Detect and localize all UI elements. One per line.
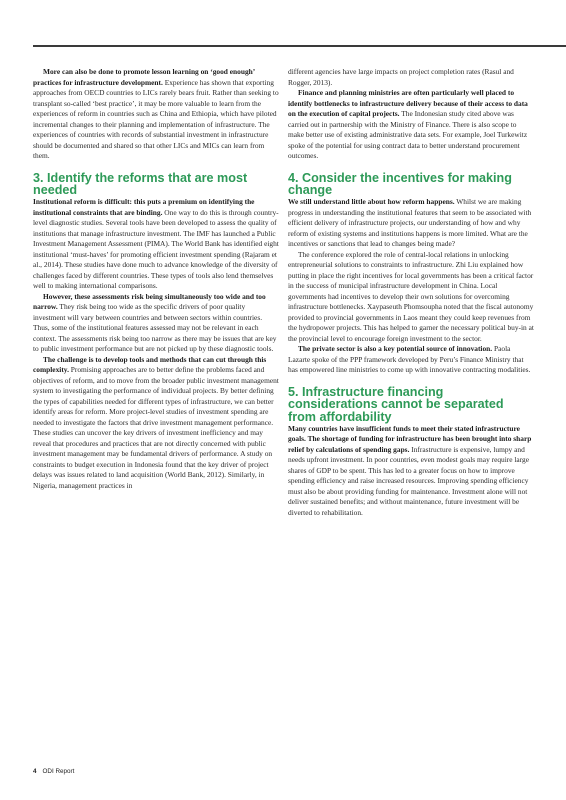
paragraph: We still understand little about how reform happens. Whilst we are making progress in understanding the institutional features that seem to be associated with efficient delivery of infrastructure projects, our understanding of how and why reform of existing systems and institutions happens is more limited. What are the incentives or sanctions that lead to changes being made? <box>288 197 532 249</box>
left-column <box>33 67 279 491</box>
paragraph: The conference explored the role of central-local relations in unlocking entrepreneurial solutions to constraints to infrastructure. Zhi Liu explained how putting in place the right incentives for local governments has been a critical factor in the success of municipal infrastructure development in China. Local governments had incentives to develop their own solutions for overcoming infrastructure bottlenecks. Xaypaseuth Phomsoupha noted that the fiscal autonomy provided to provincial governments in Laos meant they could keep revenues from the hydropower projects. This has helped to garner the necessary political buy-in at the provincial level to encourage foreign investment to the sector. <box>288 249 534 343</box>
publication-name: ODI Report <box>42 768 75 775</box>
right-column <box>288 67 534 518</box>
paragraph: The challenge is to develop tools and methods that can cut through this complexity. Promising approaches are to better define the problems faced and objectives of reform, and to move from the broader public investment management system to investigating the performance of individual projects. By better defining the types of capabilities needed for different types of infrastructure, we can better identify areas for reform. More project-level studies of investment spending are needed to investigate the factors that drive investment management performance. These studies can uncover the key drivers of investment inefficiency and may reveal that procedures and practices that are not directly concerned with public investment management may be fundamental drivers of performance. A study on constraints to budget execution in Indonesia found that the key driver of project delays was issues related to land acquisition (World Bank, 2012). Similarly, in Nigeria, management practices in <box>33 354 279 490</box>
page-footer <box>33 768 74 775</box>
section-heading-4: 4. Consider the incentives for making change <box>288 170 512 198</box>
paragraph: More can also be done to promote lesson learning on ‘good enough’ practices for infrastructure development. Experience has shown that exporting approaches from OECD countries to LICs rarely bears fruit. Rather than seeking to transplant so-called ‘best practice’, it may be more valuable to learn from the experiences of reform in countries such as China and Ethiopia, which have piloted incremental changes to their planning and implementation of infrastructure. The experiences of countries with records of substantial investment in infrastructure should be documented and shared so that other LICs and MICs can learn from them. <box>33 67 279 160</box>
page-number: 4 <box>33 768 37 775</box>
paragraph: However, these assessments risk being simultaneously too wide and too narrow. They risk being too wide as the specific drivers of poor quality investment will vary between countries and between sectors within countries. Thus, some of the institutional features assessed may not be relevant in each context. The assessments risk being too narrow as there may be issues that are key to public investment performance but are not picked up by these diagnostic tools. <box>33 291 277 354</box>
section-heading-5: 5. Infrastructure financing considerations cannot be separated from affordability <box>288 384 504 425</box>
paragraph: Institutional reform is difficult: this puts a premium on identifying the institutional constraints that are binding. One way to do this is through country-level diagnostic studies. Several tools have been developed to assess the quality of institutions that manage infrastructure investment. The IMF has launched a Public Investment Management Assessment (PIMA). The World Bank has identified eight institutional ‘must-haves’ for promoting efficient investment spending (Rajaram et al., 2014). These studies have done much to advance knowledge of the diversity of challenges faced by different countries. These types of tools also lend themselves well to making international comparisons. <box>33 197 279 291</box>
paragraph: The private sector is also a key potential source of innovation. Paola Lazarte spoke of the PPP framework developed by Peru’s Finance Ministry that has empowered line ministries to come up with innovative contracting modalities. <box>288 344 531 375</box>
section-heading-3: 3. Identify the reforms that are most needed <box>33 170 248 198</box>
header-rule <box>33 45 566 47</box>
paragraph: different agencies have large impacts on project completion rates (Rasul and Rogger, 2013). <box>288 67 514 87</box>
paragraph: Finance and planning ministries are often particularly well placed to identify bottlenecks to infrastructure delivery because of their access to data on the execution of capital projects. The Indonesian study cited above was carried out in partnership with the Ministry of Finance. There is also scope to make better use of existing administrative data sets. For example, Joel Turkewitz spoke of the potential for using contract data to better understand procurement outcomes. <box>288 88 528 160</box>
paragraph: Many countries have insufficient funds to meet their stated infrastructure goals. The shortage of funding for infrastructure has been brought into sharp relief by calculations of spending gaps. Infrastructure is expensive, lumpy and needs upfront investment. In poor countries, even modest goals may require large shares of GDP to be spent. This has led to a greater focus on how to improve spending efficiency and raise increased resources. Improving spending efficiency must also be about providing funding for maintenance. Investment alone will not deliver sustained benefits; and without maintenance, future investment will be diverted to rehabilitation. <box>288 423 532 517</box>
